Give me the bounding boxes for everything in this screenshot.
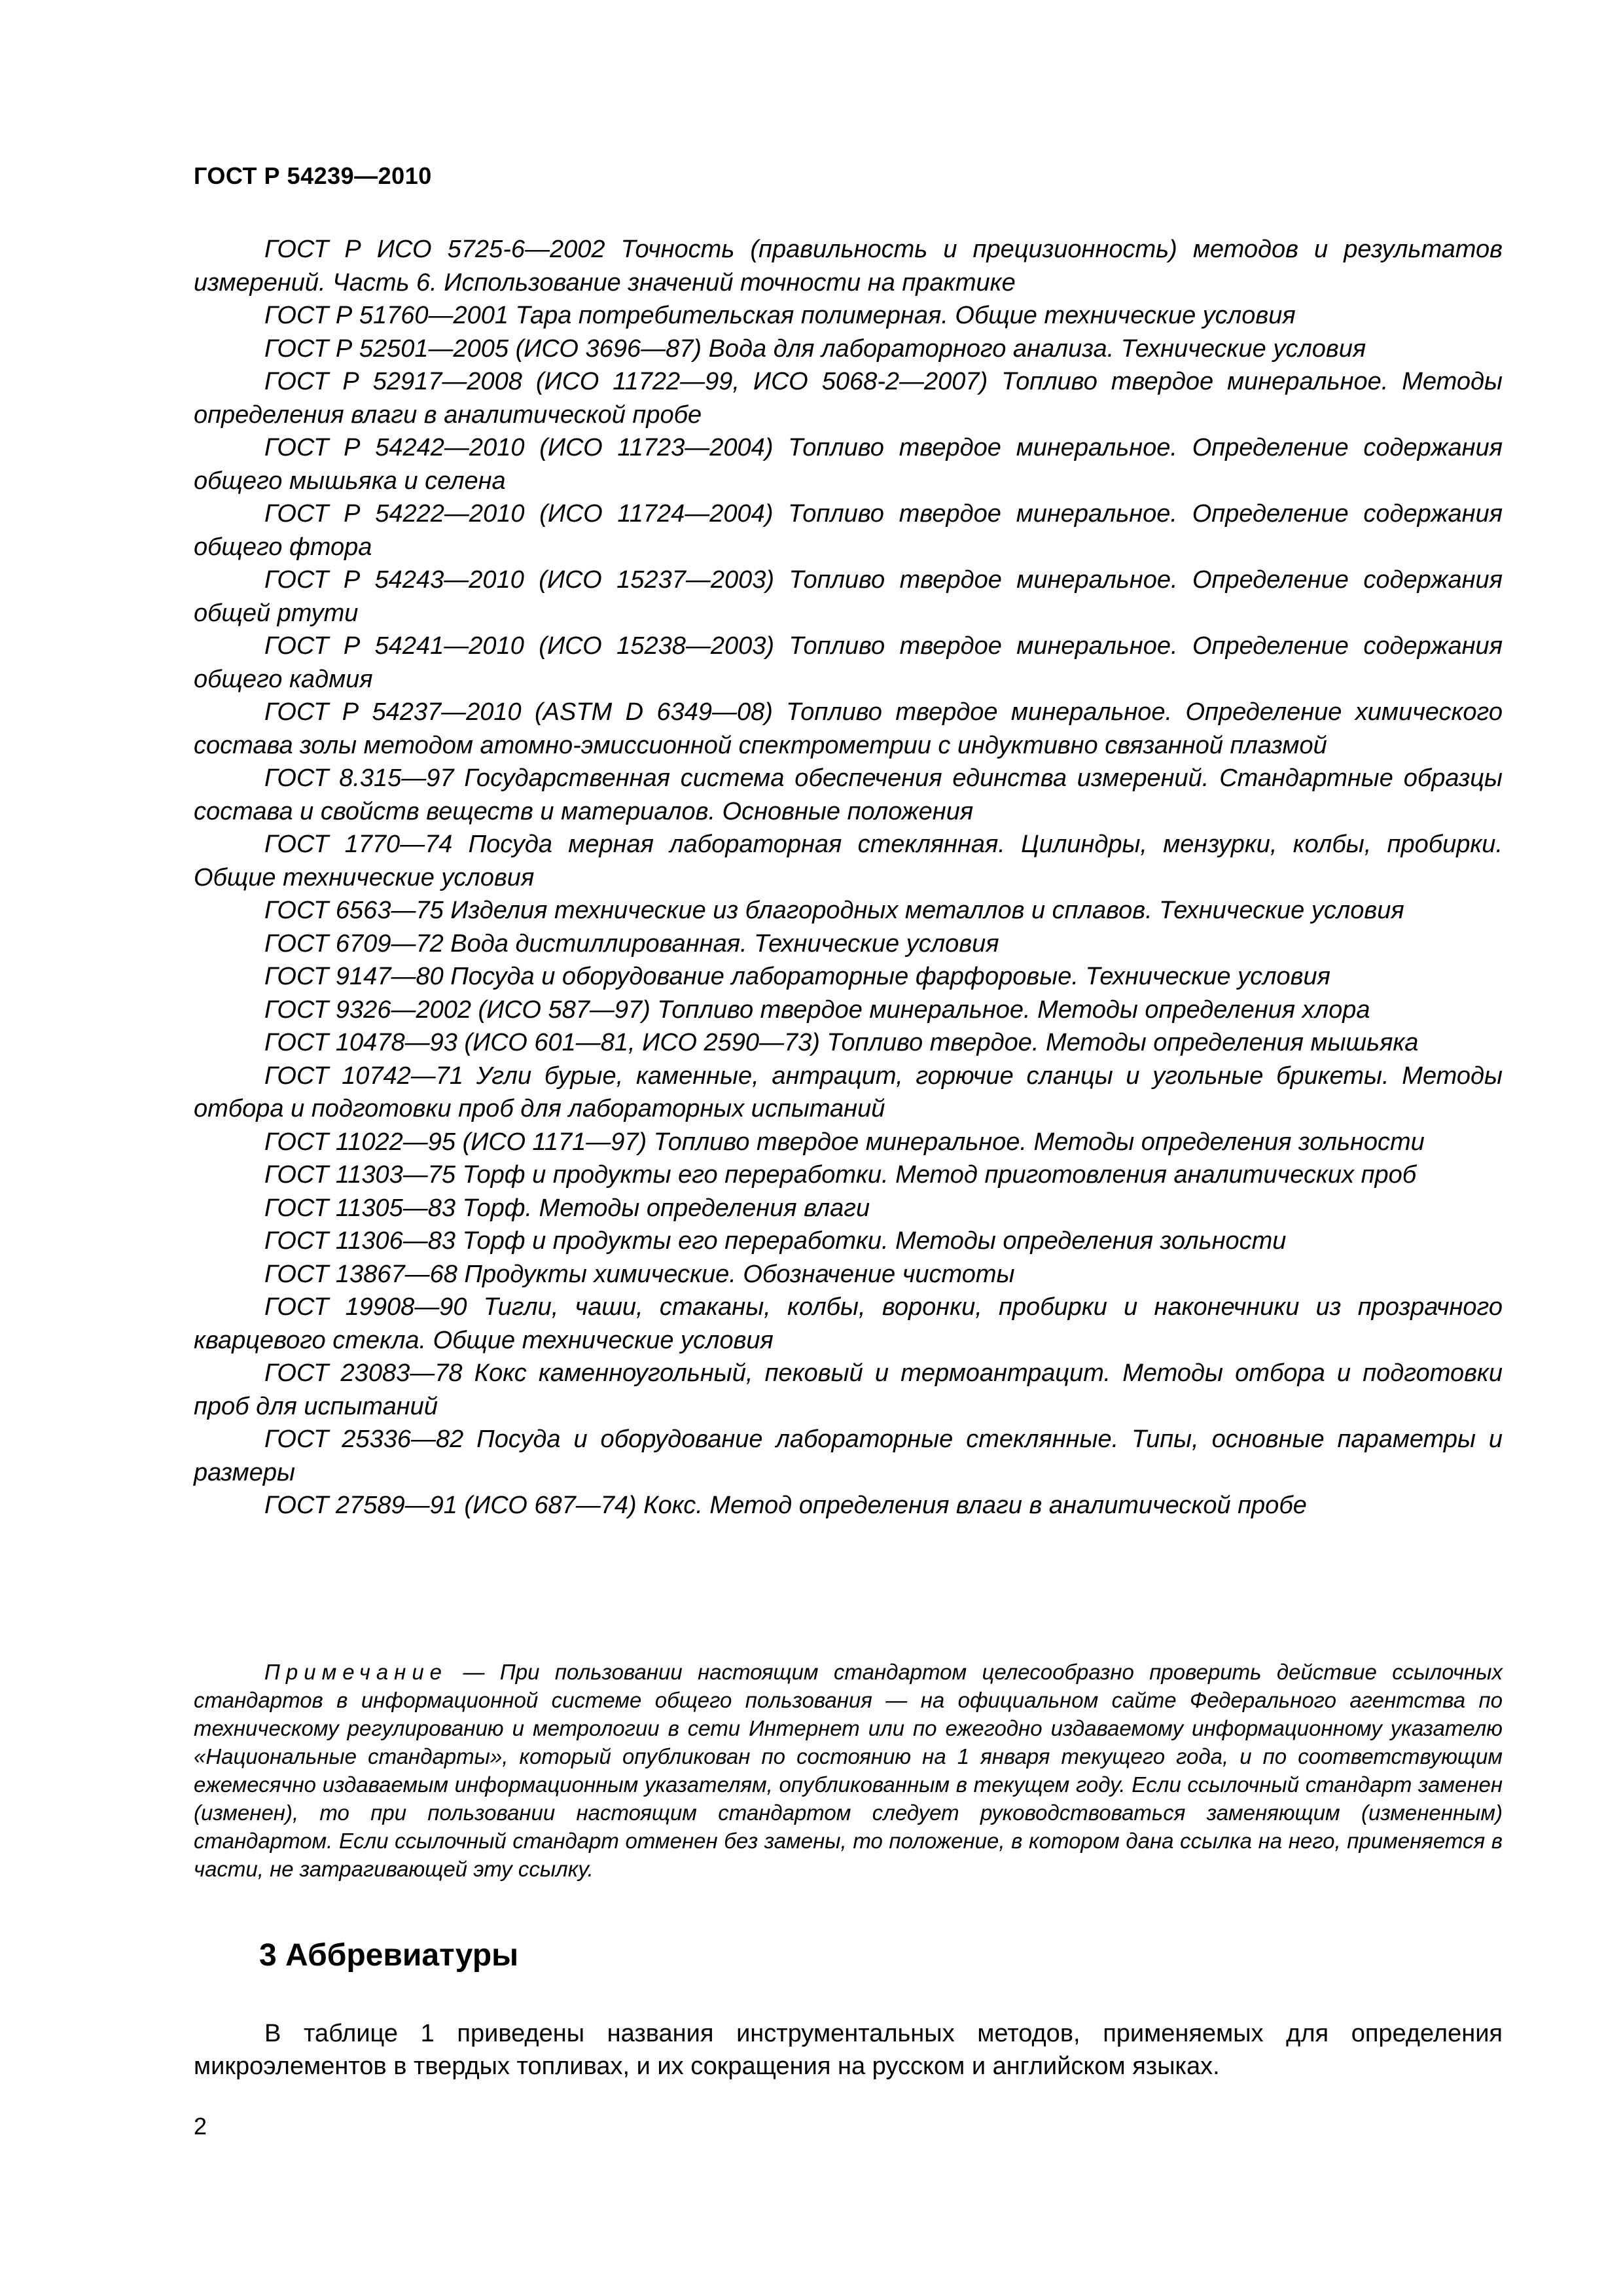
reference-item: ГОСТ Р 54243—2010 (ИСО 15237—2003) Топливо твердое минеральное. Определение содержания общей ртути bbox=[194, 566, 1503, 627]
reference-item: ГОСТ Р 51760—2001 Тара потребительская полимерная. Общие технические условия bbox=[264, 302, 1296, 329]
reference-item: ГОСТ 6563—75 Изделия технические из благородных металлов и сплавов. Технические условия bbox=[264, 897, 1404, 924]
reference-item: ГОСТ 11306—83 Торф и продукты его переработки. Методы определения зольности bbox=[264, 1227, 1287, 1255]
reference-item: ГОСТ Р 54241—2010 (ИСО 15238—2003) Топливо твердое минеральное. Определение содержания общего кадмия bbox=[194, 632, 1503, 693]
reference-item: ГОСТ 9326—2002 (ИСО 587—97) Топливо твердое минеральное. Методы определения хлора bbox=[264, 996, 1370, 1024]
reference-item: ГОСТ 19908—90 Тигли, чаши, стаканы, колбы, воронки, пробирки и наконечники из прозрачного кварцевого стекла. Общие технические условия bbox=[194, 1293, 1503, 1354]
page-number: 2 bbox=[194, 2113, 207, 2140]
note-text: — При пользовании настоящим стандартом целесообразно проверить действие ссылочных стандартов в информационной системе общего пользования — на официальном сайте Федерального агентства по техническому регулированию и метрологии в сети Интернет или по ежегодно издаваемому информационному указателю «Национальные стандарты», который опубликован по состоянию на 1 января текущего года, и по соответствующим ежемесячно издаваемым информационным указателям, опубликованным в текущем году. Если ссылочный стандарт заменен (изменен), то при пользовании настоящим стандартом следует руководствоваться заменяющим (измененным) стандартом. Если ссылочный стандарт отменен без замены, то положение, в котором дана ссылка на него, применяется в части, не затрагивающей эту ссылку. bbox=[194, 1660, 1503, 1881]
reference-item: ГОСТ 11303—75 Торф и продукты его переработки. Метод приготовления аналитических проб bbox=[264, 1161, 1417, 1189]
reference-item: ГОСТ Р ИСО 5725-6—2002 Точность (правильность и прецизионность) методов и результатов измерений. Часть 6. Использование значений точности на практике bbox=[194, 236, 1503, 296]
document-header: ГОСТ Р 54239—2010 bbox=[194, 162, 432, 189]
reference-item: ГОСТ Р 54242—2010 (ИСО 11723—2004) Топливо твердое минеральное. Определение содержания общего мышьяка и селена bbox=[194, 434, 1503, 495]
reference-item: ГОСТ 9147—80 Посуда и оборудование лабораторные фарфоровые. Технические условия bbox=[264, 963, 1330, 990]
note-label: Примечание bbox=[264, 1660, 448, 1684]
reference-item: ГОСТ 10742—71 Угли бурые, каменные, антрацит, горючие сланцы и угольные брикеты. Методы отбора и подготовки проб для лабораторных испытаний bbox=[194, 1062, 1503, 1122]
normative-references-list bbox=[194, 233, 1503, 1522]
reference-item: ГОСТ 27589—91 (ИСО 687—74) Кокс. Метод определения влаги в аналитической пробе bbox=[264, 1492, 1307, 1519]
reference-item: ГОСТ 13867—68 Продукты химические. Обозначение чистоты bbox=[264, 1260, 1015, 1288]
reference-item: ГОСТ Р 52917—2008 (ИСО 11722—99, ИСО 5068-2—2007) Топливо твердое минеральное. Методы определения влаги в аналитической пробе bbox=[194, 368, 1503, 429]
reference-item: ГОСТ Р 54222—2010 (ИСО 11724—2004) Топливо твердое минеральное. Определение содержания общего фтора bbox=[194, 500, 1503, 561]
reference-item: ГОСТ 25336—82 Посуда и оборудование лабораторные стеклянные. Типы, основные параметры и размеры bbox=[194, 1426, 1503, 1486]
reference-item: ГОСТ 23083—78 Кокс каменноугольный, пековый и термоантрацит. Методы отбора и подготовки проб для испытаний bbox=[194, 1359, 1503, 1420]
section-heading: 3 Аббревиатуры bbox=[259, 1938, 519, 1973]
section-paragraph: В таблице 1 приведены названия инструментальных методов, применяемых для определения микроэлементов в твердых топливах, и их сокращения на русском и английском языках. bbox=[194, 2020, 1503, 2080]
reference-item: ГОСТ Р 52501—2005 (ИСО 3696—87) Вода для лабораторного анализа. Технические условия bbox=[264, 334, 1366, 363]
reference-item: ГОСТ 1770—74 Посуда мерная лабораторная стеклянная. Цилиндры, мензурки, колбы, пробирки. Общие технические условия bbox=[194, 831, 1503, 891]
reference-item: ГОСТ Р 54237—2010 (ASTM D 6349—08) Топливо твердое минеральное. Определение химического состава золы методом атомно-эмиссионной спектрометрии с индуктивно связанной плазмой bbox=[194, 698, 1503, 759]
reference-item: ГОСТ 11305—83 Торф. Методы определения влаги bbox=[264, 1194, 870, 1222]
reference-item: ГОСТ 10478—93 (ИСО 601—81, ИСО 2590—73) Топливо твердое. Методы определения мышьяка bbox=[264, 1029, 1419, 1056]
reference-item: ГОСТ 11022—95 (ИСО 1171—97) Топливо твердое минеральное. Методы определения зольности bbox=[264, 1128, 1425, 1156]
reference-item: ГОСТ 8.315—97 Государственная система обеспечения единства измерений. Стандартные образцы состава и свойств веществ и материалов. Основные положения bbox=[194, 764, 1503, 825]
reference-item: ГОСТ 6709—72 Вода дистиллированная. Технические условия bbox=[264, 929, 999, 958]
note-paragraph bbox=[194, 1658, 1503, 1883]
